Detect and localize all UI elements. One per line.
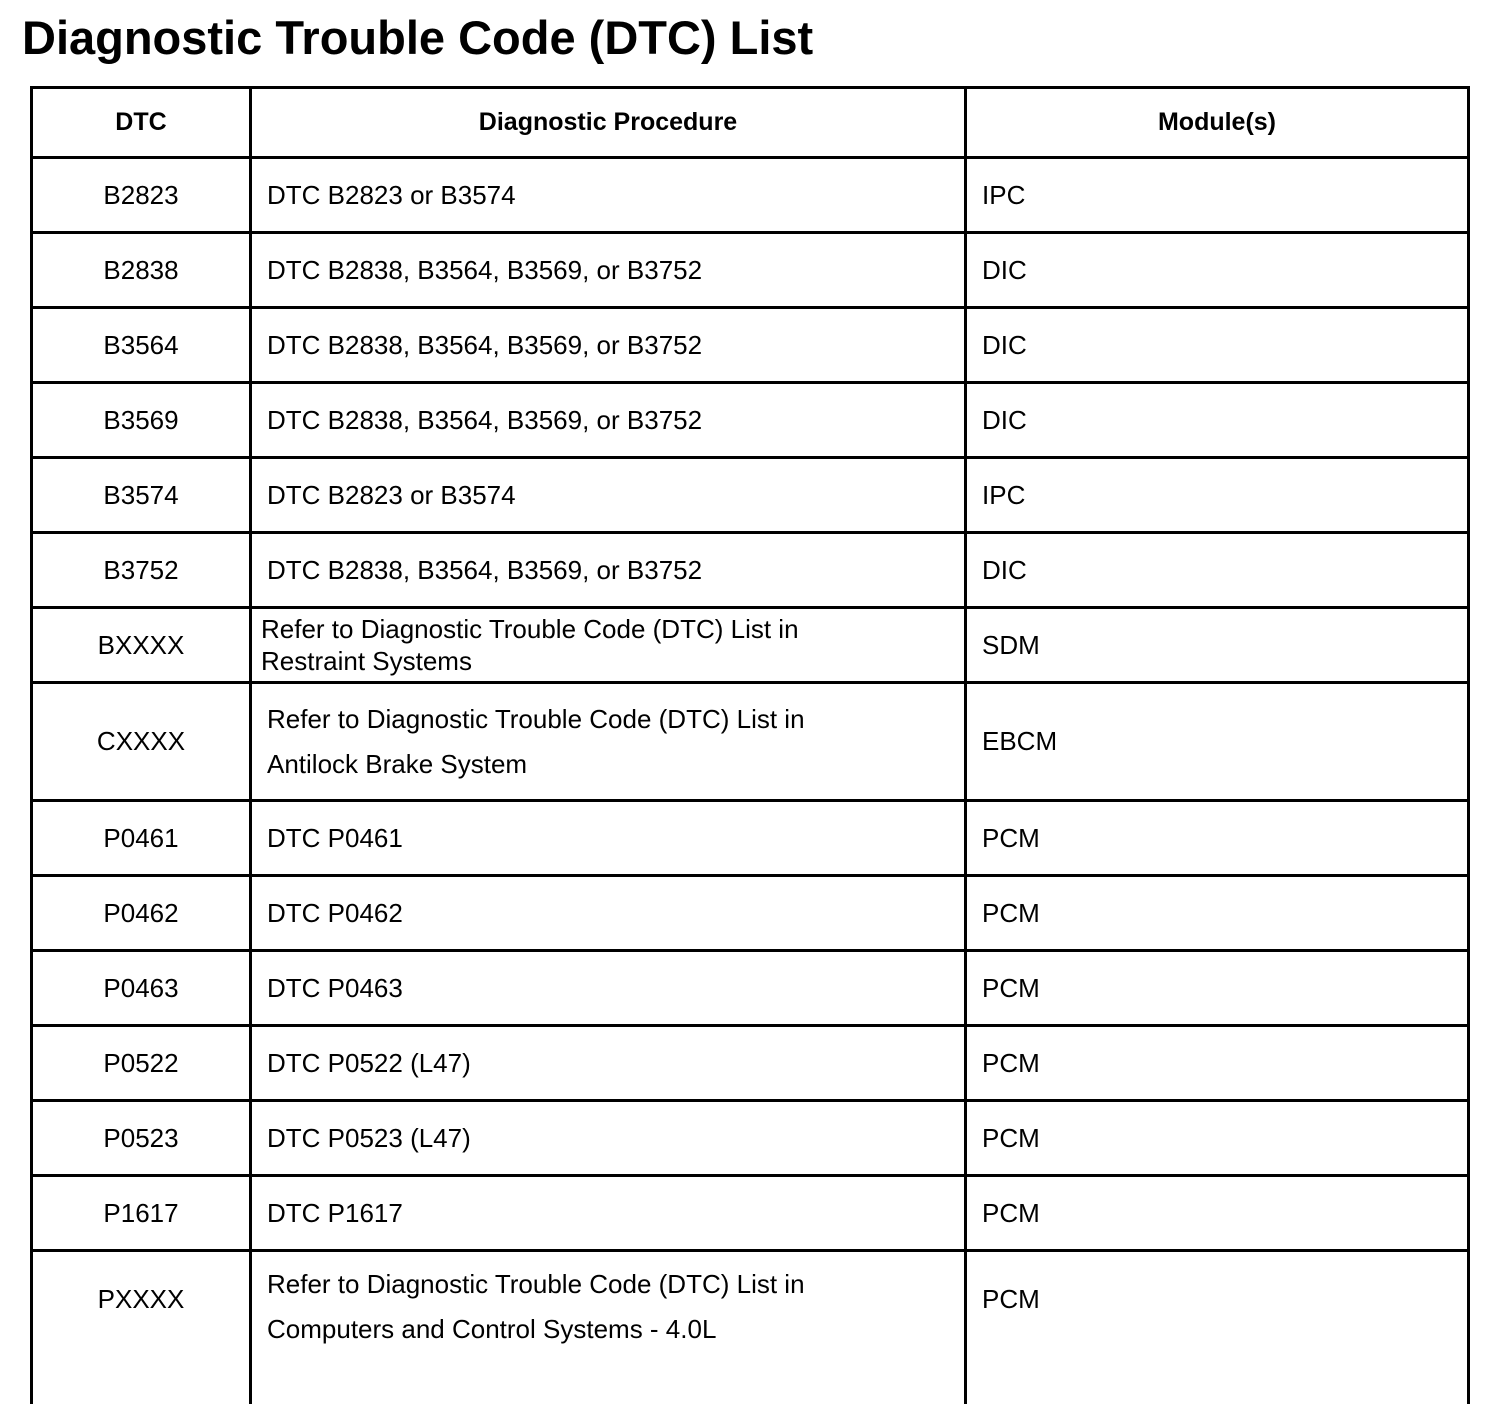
procedure-cell: DTC P0523 (L47) bbox=[251, 1101, 966, 1176]
dtc-cell: P0523 bbox=[32, 1101, 251, 1176]
dtc-cell: P1617 bbox=[32, 1176, 251, 1251]
table-header-row bbox=[32, 88, 1469, 158]
dtc-cell: P0462 bbox=[32, 876, 251, 951]
procedure-line: Refer to Diagnostic Trouble Code (DTC) List in bbox=[267, 697, 949, 742]
module-cell: DIC bbox=[966, 533, 1469, 608]
procedure-cell: DTC P0461 bbox=[251, 801, 966, 876]
procedure-cell: DTC B2838, B3564, B3569, or B3752 bbox=[251, 383, 966, 458]
dtc-table bbox=[30, 86, 1470, 1404]
procedure-cell: DTC B2838, B3564, B3569, or B3752 bbox=[251, 533, 966, 608]
table-row bbox=[32, 801, 1469, 876]
module-cell: PCM bbox=[966, 1101, 1469, 1176]
procedure-cell: DTC B2838, B3564, B3569, or B3752 bbox=[251, 233, 966, 308]
procedure-cell: DTC B2823 or B3574 bbox=[251, 458, 966, 533]
dtc-cell: B2823 bbox=[32, 158, 251, 233]
table-row bbox=[32, 1026, 1469, 1101]
dtc-cell: P0522 bbox=[32, 1026, 251, 1101]
table-row bbox=[32, 1101, 1469, 1176]
module-cell: DIC bbox=[966, 308, 1469, 383]
procedure-line: Restraint Systems bbox=[261, 645, 949, 677]
dtc-cell: P0461 bbox=[32, 801, 251, 876]
column-header-dtc: DTC bbox=[32, 88, 251, 158]
dtc-cell: CXXXX bbox=[32, 683, 251, 801]
dtc-cell: P0463 bbox=[32, 951, 251, 1026]
module-cell: PCM bbox=[966, 1251, 1469, 1404]
table-row bbox=[32, 1176, 1469, 1251]
dtc-cell: B3564 bbox=[32, 308, 251, 383]
procedure-cell: DTC P0462 bbox=[251, 876, 966, 951]
procedure-cell: DTC P1617 bbox=[251, 1176, 966, 1251]
procedure-line: Refer to Diagnostic Trouble Code (DTC) List in bbox=[261, 613, 949, 645]
module-cell: DIC bbox=[966, 383, 1469, 458]
dtc-cell: PXXXX bbox=[32, 1251, 251, 1404]
module-cell: PCM bbox=[966, 876, 1469, 951]
module-cell: PCM bbox=[966, 1176, 1469, 1251]
procedure-line: Computers and Control Systems - 4.0L bbox=[267, 1307, 949, 1352]
table-row bbox=[32, 308, 1469, 383]
table-row bbox=[32, 383, 1469, 458]
table-row bbox=[32, 876, 1469, 951]
table-row bbox=[32, 683, 1469, 801]
procedure-cell: DTC B2838, B3564, B3569, or B3752 bbox=[251, 308, 966, 383]
module-cell: PCM bbox=[966, 951, 1469, 1026]
table-body bbox=[32, 158, 1469, 1404]
module-cell: PCM bbox=[966, 1026, 1469, 1101]
module-cell: PCM bbox=[966, 801, 1469, 876]
module-cell: EBCM bbox=[966, 683, 1469, 801]
column-header-module: Module(s) bbox=[966, 88, 1469, 158]
module-cell: IPC bbox=[966, 458, 1469, 533]
dtc-cell: B3574 bbox=[32, 458, 251, 533]
procedure-line: Refer to Diagnostic Trouble Code (DTC) List in bbox=[267, 1262, 949, 1307]
table-row bbox=[32, 533, 1469, 608]
table-row bbox=[32, 233, 1469, 308]
procedure-cell: DTC P0522 (L47) bbox=[251, 1026, 966, 1101]
module-cell: SDM bbox=[966, 608, 1469, 683]
table-row bbox=[32, 1251, 1469, 1404]
procedure-cell: DTC P0463 bbox=[251, 951, 966, 1026]
procedure-cell bbox=[251, 608, 966, 683]
table-row bbox=[32, 608, 1469, 683]
dtc-cell: B3569 bbox=[32, 383, 251, 458]
table-row bbox=[32, 951, 1469, 1026]
module-cell: DIC bbox=[966, 233, 1469, 308]
dtc-cell: B3752 bbox=[32, 533, 251, 608]
procedure-line: Antilock Brake System bbox=[267, 742, 949, 787]
column-header-procedure: Diagnostic Procedure bbox=[251, 88, 966, 158]
procedure-cell: DTC B2823 or B3574 bbox=[251, 158, 966, 233]
table-row bbox=[32, 158, 1469, 233]
procedure-cell bbox=[251, 1251, 966, 1404]
module-cell: IPC bbox=[966, 158, 1469, 233]
dtc-cell: B2838 bbox=[32, 233, 251, 308]
table-row bbox=[32, 458, 1469, 533]
dtc-cell: BXXXX bbox=[32, 608, 251, 683]
procedure-cell bbox=[251, 683, 966, 801]
page-title: Diagnostic Trouble Code (DTC) List bbox=[22, 8, 813, 68]
